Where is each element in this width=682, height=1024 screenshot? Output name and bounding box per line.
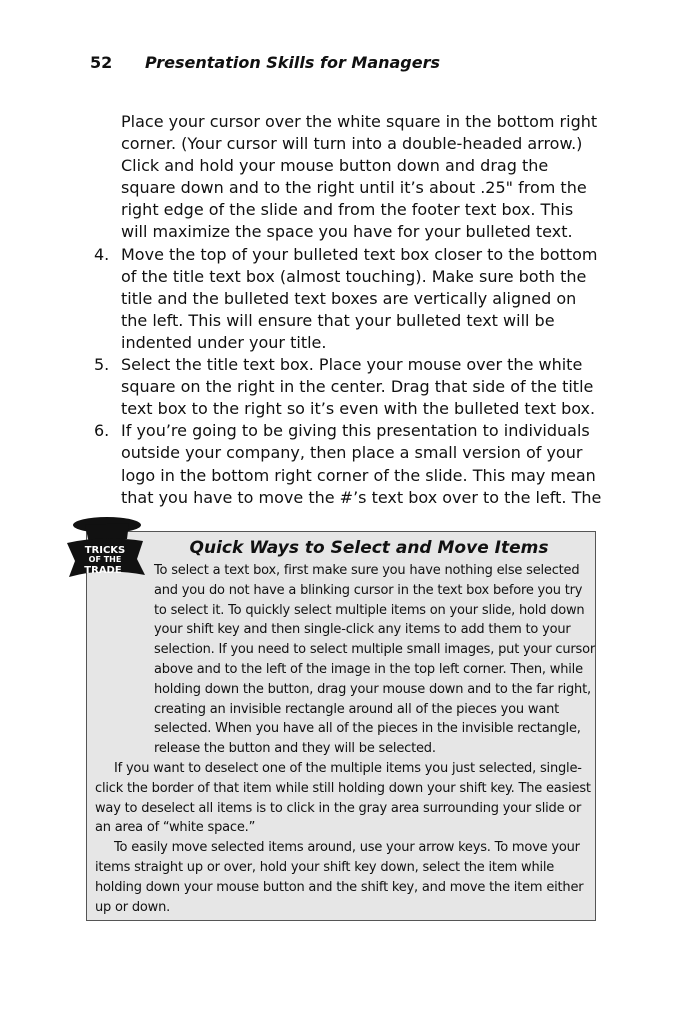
sidebar-paragraph: To select a text box, first make sure you have nothing else selected and you do not have a blinking cursor in the text box before you try to select it. To quickly select multiple items on your slide, hold down your shift key and then single-click any items to add them to your selection. If you need to select multiple small images, put your cursor above and to the left of the image in the top left corner. Then, while holding down the button, drag your mouse down and to the far right, creating an invisible rectangle around all of the pieces you want selected. When you have all of the pieces in the invisible rectangle, release the button and they will be selected. <box>154 563 596 757</box>
running-title: Presentation Skills for Managers <box>145 53 441 72</box>
step-text: Select the title text box. Place your mouse over the white square on the right in the center. Drag that side of the title text box to the right so it’s even with the bulleted text box. <box>121 355 596 419</box>
badge-line-1: TRICKS <box>84 545 126 556</box>
step-text: Move the top of your bulleted text box closer to the bottom of the title text box (almost touching). Make sure both the title and the bulleted text boxes are vertically aligned on the left. This will ensure that your bulleted text will be indented under your title. <box>121 244 598 352</box>
tricks-sidebar <box>86 531 596 921</box>
page-number: 52 <box>90 53 113 72</box>
badge-line-3: TRADE <box>84 565 122 576</box>
step-4 <box>94 244 604 354</box>
step-number: 5. <box>94 355 110 375</box>
sidebar-title: Quick Ways to Select and Move Items <box>189 538 549 558</box>
step-6 <box>94 420 604 508</box>
sidebar-paragraph: To easily move selected items around, use your arrow keys. To move your items straight up or over, hold your shift key down, select the item while holding down your mouse button and the shift key, and move the item either up or down. <box>95 840 584 915</box>
sidebar-paragraph: If you want to deselect one of the multiple items you just selected, single-click the border of that item while still holding down your shift key. The easiest way to deselect all items is to click in the gray area surrounding your slide or an area of “white space.” <box>95 760 591 836</box>
tricks-of-the-trade-badge-icon <box>63 513 147 585</box>
running-header <box>90 53 440 72</box>
sidebar-content <box>95 561 595 917</box>
badge-line-2: OF THE <box>88 555 122 564</box>
step-text: If you’re going to be giving this presentation to individuals outside your company, then place a small version of your logo in the bottom right corner of the slide. This may mean that you have to move the #’s text box over to the left. The <box>121 421 602 507</box>
main-text <box>94 111 604 509</box>
step-5 <box>94 354 604 420</box>
intro-paragraph: Place your cursor over the white square in the bottom right corner. (Your cursor will turn into a double-headed arrow.) Click and hold your mouse button down and drag the square down and to the right until it’s about .25" from the right edge of the slide and from the footer text box. This will maximize the space you have for your bulleted text. <box>121 112 598 242</box>
step-number: 6. <box>94 421 110 441</box>
step-number: 4. <box>94 244 110 264</box>
